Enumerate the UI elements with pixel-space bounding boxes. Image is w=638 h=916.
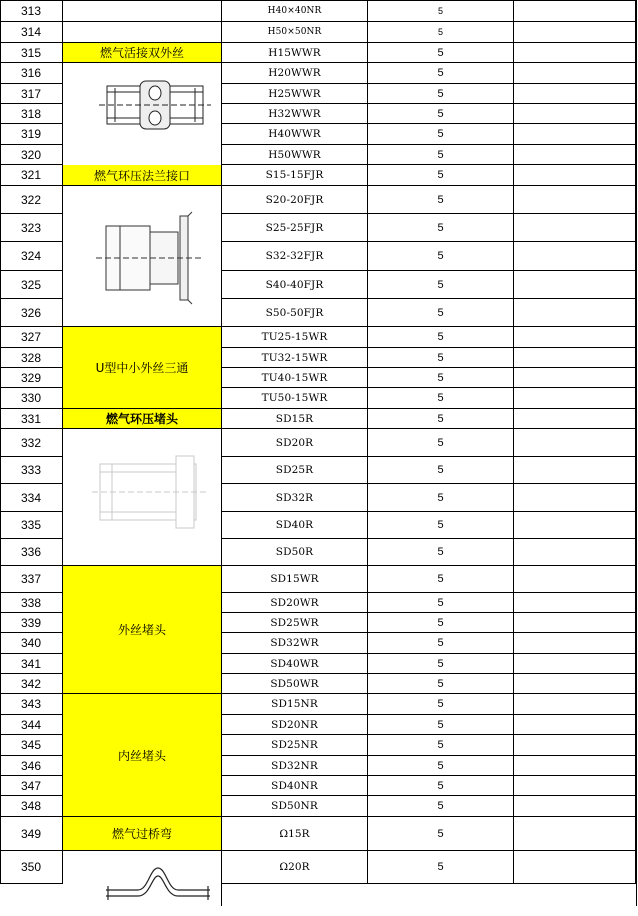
remarks-cell	[514, 409, 636, 429]
model-code: TU50-15WR	[222, 388, 368, 409]
row-number: 342	[0, 674, 63, 694]
model-code: SD25R	[222, 457, 368, 484]
product-name: 内丝堵头	[63, 694, 222, 817]
row-number: 344	[0, 715, 63, 735]
remarks-cell	[514, 756, 636, 776]
quantity: 5	[368, 43, 514, 63]
model-code: H25WWR	[222, 84, 368, 104]
model-code: SD15NR	[222, 694, 368, 715]
remarks-cell	[514, 817, 636, 851]
quantity: 5	[368, 214, 514, 242]
row-number: 334	[0, 484, 63, 512]
quantity: 5	[368, 735, 514, 756]
row-number: 319	[0, 124, 63, 145]
row-number: 338	[0, 593, 63, 613]
remarks-cell	[514, 613, 636, 633]
quantity: 5	[368, 84, 514, 104]
row-number: 324	[0, 242, 63, 271]
row-number: 332	[0, 429, 63, 457]
product-name: 燃气活接双外丝	[63, 43, 222, 63]
quantity: 5	[368, 776, 514, 796]
row-number: 350	[0, 851, 63, 884]
model-code: TU32-15WR	[222, 348, 368, 368]
quantity: 5	[368, 593, 514, 613]
model-code: H50×50NR	[222, 22, 368, 43]
model-code: SD40NR	[222, 776, 368, 796]
quantity: 5	[368, 756, 514, 776]
quantity: 5	[368, 674, 514, 694]
product-drawing-cell	[63, 851, 222, 906]
product-name-empty	[63, 0, 222, 22]
remarks-cell	[514, 165, 636, 186]
row-number: 313	[0, 0, 63, 22]
model-code: SD50R	[222, 539, 368, 566]
quantity: 5	[368, 512, 514, 539]
remarks-cell	[514, 299, 636, 327]
product-drawing-cell	[63, 186, 222, 327]
model-code: SD25NR	[222, 735, 368, 756]
remarks-cell	[514, 512, 636, 539]
quantity: 5	[368, 566, 514, 593]
remarks-cell	[514, 186, 636, 214]
row-number: 335	[0, 512, 63, 539]
model-code: S32-32FJR	[222, 242, 368, 271]
row-number: 348	[0, 796, 63, 817]
row-number: 346	[0, 756, 63, 776]
remarks-cell	[514, 348, 636, 368]
row-number: 326	[0, 299, 63, 327]
quantity: 5	[368, 851, 514, 884]
row-number: 336	[0, 539, 63, 566]
model-code: S20-20FJR	[222, 186, 368, 214]
quantity: 5	[368, 654, 514, 674]
model-code: H20WWR	[222, 63, 368, 84]
quantity: 5	[368, 388, 514, 409]
model-code: SD25WR	[222, 613, 368, 633]
quantity: 5	[368, 633, 514, 654]
row-number: 328	[0, 348, 63, 368]
row-number: 341	[0, 654, 63, 674]
remarks-cell	[514, 104, 636, 124]
model-code: H50WWR	[222, 145, 368, 165]
remarks-cell	[514, 654, 636, 674]
row-number: 322	[0, 186, 63, 214]
product-name: 燃气环压堵头	[63, 409, 222, 429]
remarks-cell	[514, 327, 636, 348]
remarks-cell	[514, 84, 636, 104]
remarks-cell	[514, 539, 636, 566]
row-number: 337	[0, 566, 63, 593]
model-code: TU40-15WR	[222, 368, 368, 388]
model-code: SD20NR	[222, 715, 368, 735]
remarks-cell	[514, 429, 636, 457]
remarks-cell	[514, 796, 636, 817]
model-code: S50-50FJR	[222, 299, 368, 327]
row-number: 349	[0, 817, 63, 851]
model-code: SD20R	[222, 429, 368, 457]
remarks-cell	[514, 674, 636, 694]
row-number: 339	[0, 613, 63, 633]
remarks-cell	[514, 593, 636, 613]
row-number: 340	[0, 633, 63, 654]
remarks-cell	[514, 214, 636, 242]
remarks-cell	[514, 457, 636, 484]
model-code: Ω15R	[222, 817, 368, 851]
model-code: H40×40NR	[222, 0, 368, 22]
product-name: U型中小外丝三通	[63, 327, 222, 409]
row-number: 343	[0, 694, 63, 715]
remarks-cell	[514, 776, 636, 796]
model-code: SD50NR	[222, 796, 368, 817]
product-name-empty	[63, 22, 222, 43]
quantity: 5	[368, 429, 514, 457]
remarks-cell	[514, 63, 636, 84]
quantity: 5	[368, 145, 514, 165]
model-code: S40-40FJR	[222, 271, 368, 299]
row-number: 327	[0, 327, 63, 348]
row-number: 316	[0, 63, 63, 84]
quantity: 5	[368, 242, 514, 271]
remarks-cell	[514, 484, 636, 512]
model-code: TU25-15WR	[222, 327, 368, 348]
quantity: 5	[368, 165, 514, 186]
model-code: SD40WR	[222, 654, 368, 674]
remarks-cell	[514, 735, 636, 756]
table-right-border	[636, 0, 637, 906]
quantity: 5	[368, 186, 514, 214]
quantity: 5	[368, 327, 514, 348]
remarks-cell	[514, 694, 636, 715]
quantity: 5	[368, 348, 514, 368]
remarks-cell	[514, 145, 636, 165]
model-code: H32WWR	[222, 104, 368, 124]
row-number: 333	[0, 457, 63, 484]
remarks-cell	[514, 0, 636, 22]
remarks-cell	[514, 715, 636, 735]
quantity: 5	[368, 0, 514, 22]
model-code: SD50WR	[222, 674, 368, 694]
row-number: 325	[0, 271, 63, 299]
model-code: H15WWR	[222, 43, 368, 63]
model-code: SD32NR	[222, 756, 368, 776]
row-number: 331	[0, 409, 63, 429]
remarks-cell	[514, 388, 636, 409]
quantity: 5	[368, 104, 514, 124]
remarks-cell	[514, 368, 636, 388]
row-number: 345	[0, 735, 63, 756]
quantity: 5	[368, 409, 514, 429]
quantity: 5	[368, 271, 514, 299]
quantity: 5	[368, 368, 514, 388]
model-code: SD40R	[222, 512, 368, 539]
remarks-cell	[514, 242, 636, 271]
model-code: H40WWR	[222, 124, 368, 145]
quantity: 5	[368, 539, 514, 566]
model-code: SD32R	[222, 484, 368, 512]
quantity: 5	[368, 63, 514, 84]
row-number: 315	[0, 43, 63, 63]
row-number: 320	[0, 145, 63, 165]
remarks-cell	[514, 271, 636, 299]
quantity: 5	[368, 613, 514, 633]
quantity: 5	[368, 457, 514, 484]
remarks-cell	[514, 43, 636, 63]
remarks-cell	[514, 124, 636, 145]
product-name: 燃气环压法兰接口	[63, 165, 222, 186]
row-number: 318	[0, 104, 63, 124]
product-name: 外丝堵头	[63, 566, 222, 694]
quantity: 5	[368, 124, 514, 145]
quantity: 5	[368, 817, 514, 851]
remarks-cell	[514, 566, 636, 593]
model-code: S15-15FJR	[222, 165, 368, 186]
model-code: SD20WR	[222, 593, 368, 613]
remarks-cell	[514, 22, 636, 43]
remarks-cell	[514, 633, 636, 654]
model-code: SD15R	[222, 409, 368, 429]
quantity: 5	[368, 715, 514, 735]
model-code: S25-25FJR	[222, 214, 368, 242]
row-number: 323	[0, 214, 63, 242]
product-drawing-cell	[63, 429, 222, 566]
model-code: SD32WR	[222, 633, 368, 654]
quantity: 5	[368, 22, 514, 43]
row-number: 329	[0, 368, 63, 388]
row-number: 347	[0, 776, 63, 796]
quantity: 5	[368, 484, 514, 512]
row-number: 321	[0, 165, 63, 186]
row-number: 317	[0, 84, 63, 104]
product-name: 燃气过桥弯	[63, 817, 222, 851]
quantity: 5	[368, 796, 514, 817]
quantity: 5	[368, 299, 514, 327]
row-number: 314	[0, 22, 63, 43]
quantity: 5	[368, 694, 514, 715]
model-code: SD15WR	[222, 566, 368, 593]
model-code: Ω20R	[222, 851, 368, 884]
remarks-cell	[514, 851, 636, 884]
row-number: 330	[0, 388, 63, 409]
